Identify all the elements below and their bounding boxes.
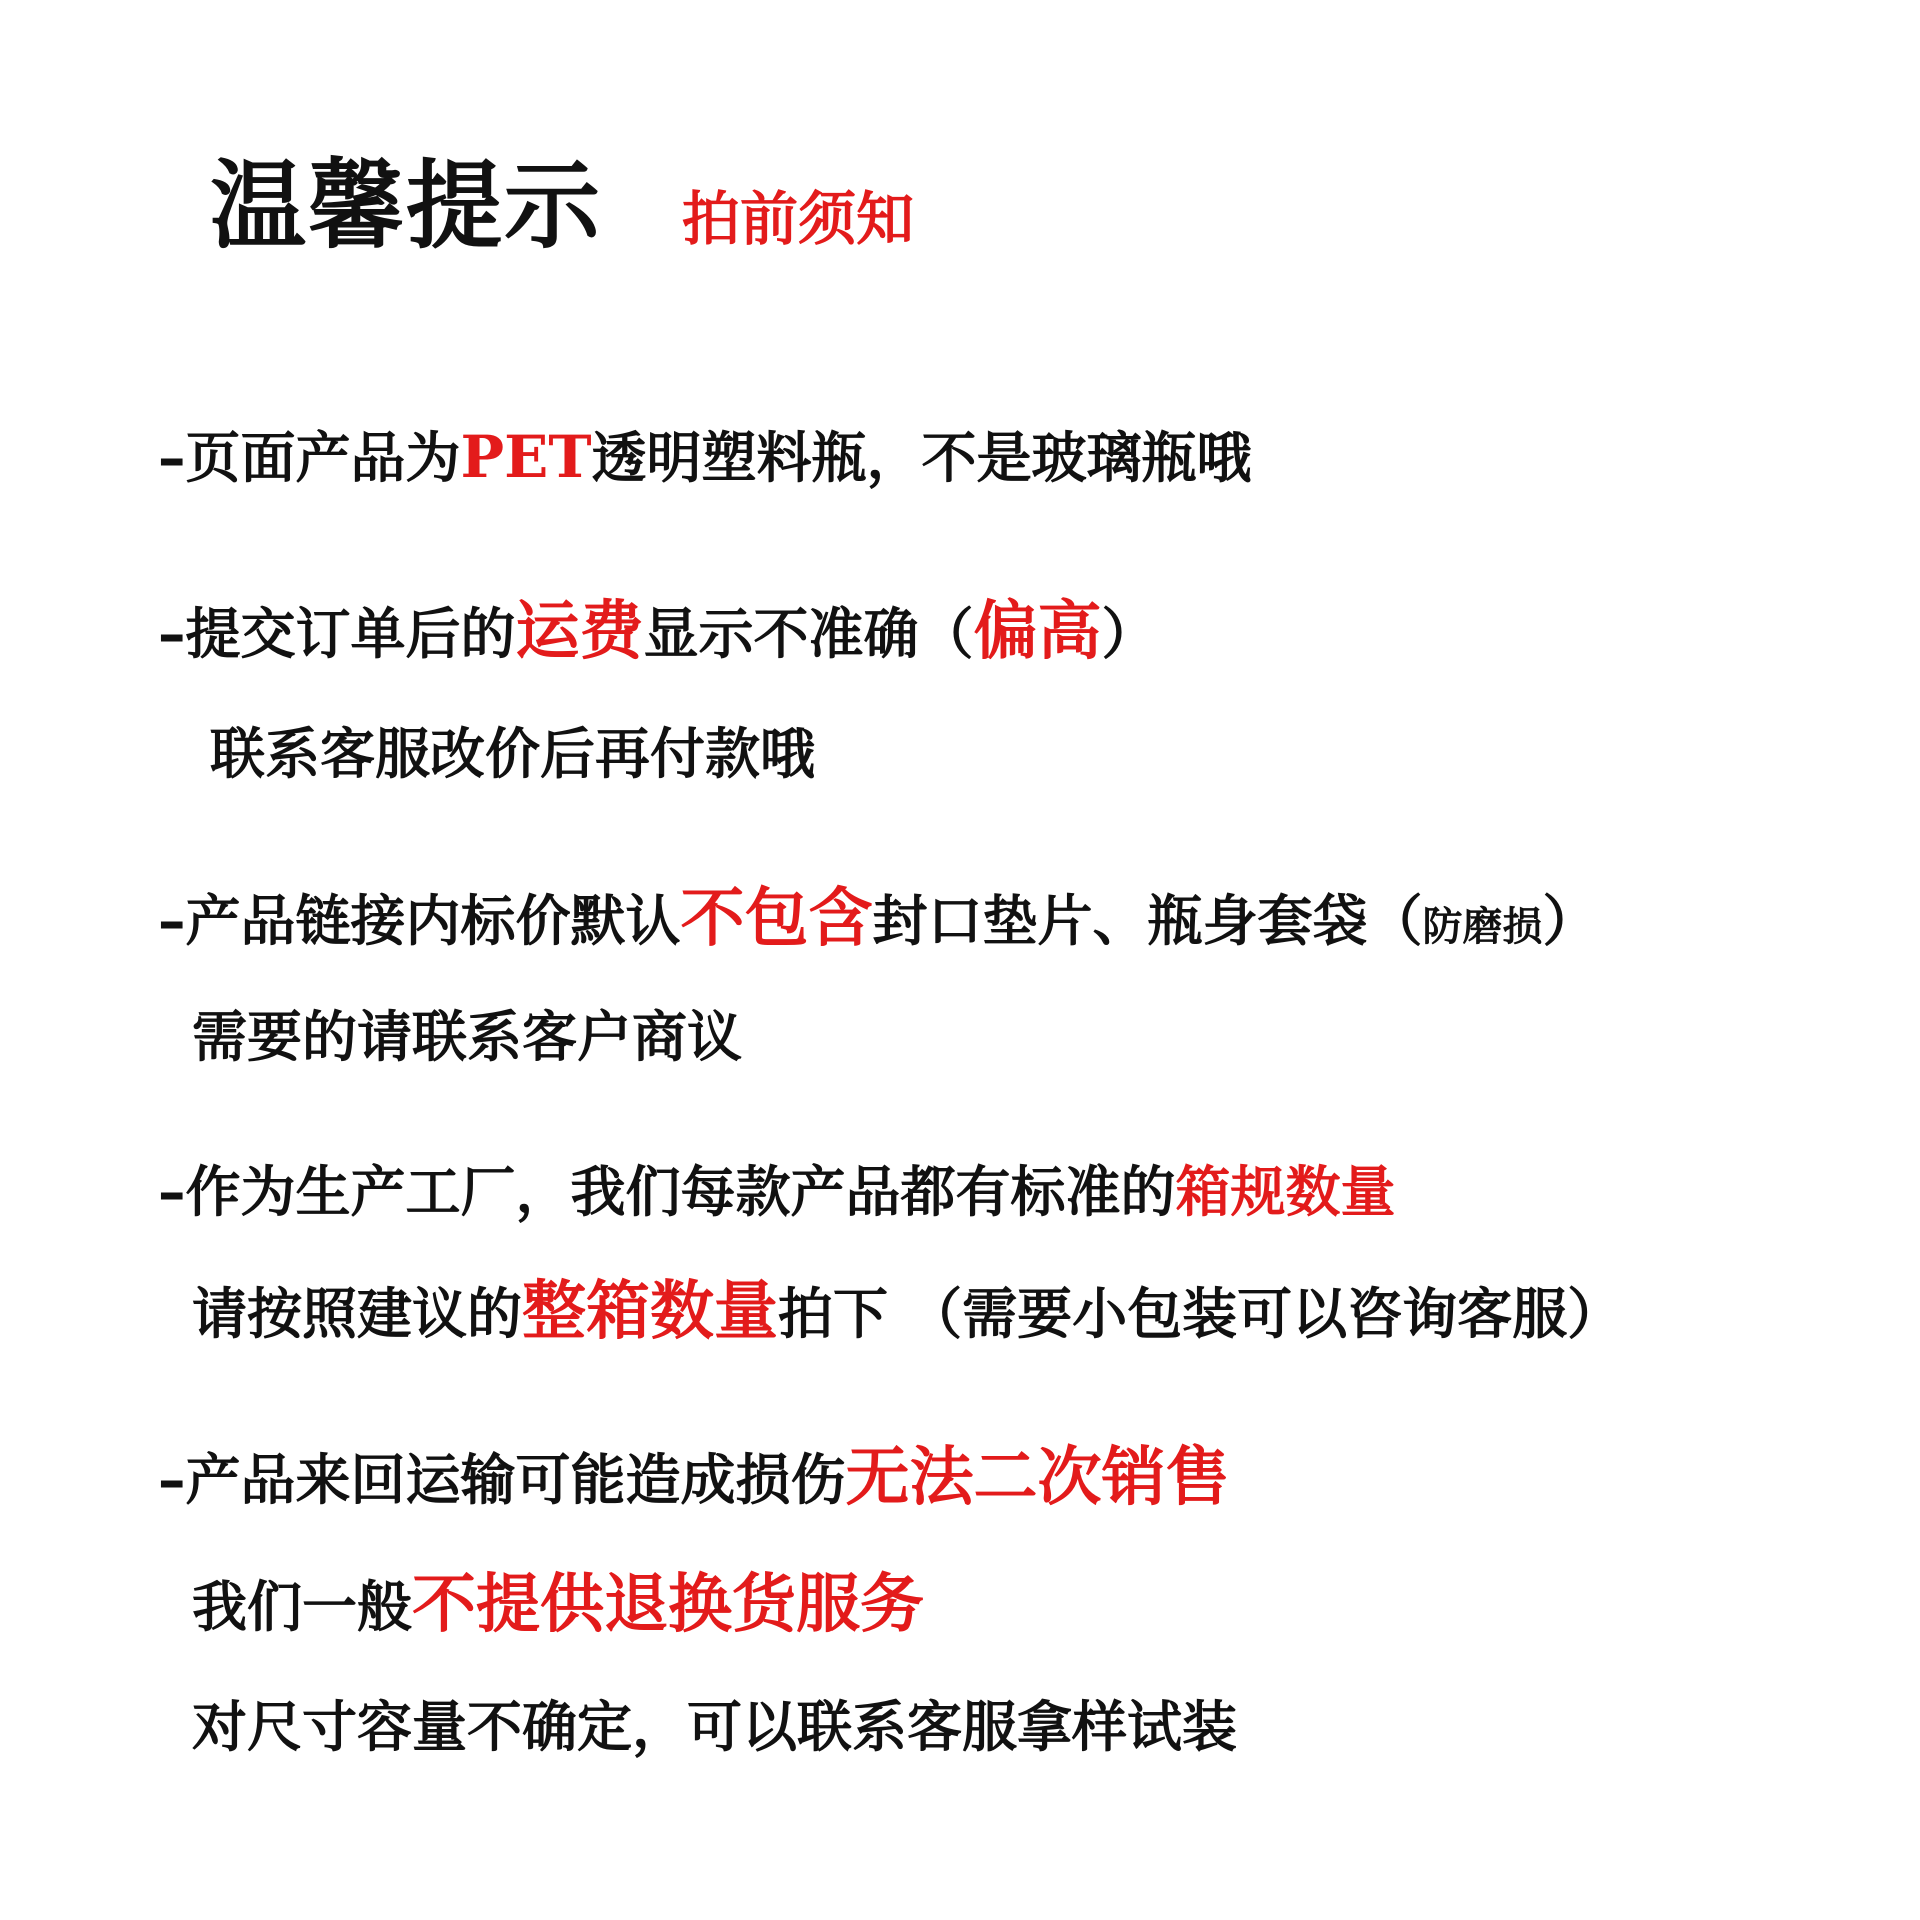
- notice-2-text-a: –提交订单后的: [158, 602, 516, 666]
- notice-3-text-a: –产品链接内标价默认: [158, 889, 681, 953]
- notice-5-line-2: [192, 1568, 925, 1642]
- notice-1-text-a: –页面产品为: [158, 426, 461, 490]
- notice-3-text-d: 防磨损: [1422, 904, 1543, 950]
- notice-4-line-2: [192, 1275, 1623, 1349]
- notice-4-highlight-full-box: 整箱数量: [522, 1275, 779, 1349]
- notice-3-line-2: [192, 1005, 743, 1069]
- notice-5-line-3: [192, 1695, 1238, 1759]
- notice-3-highlight-not-included: 不包含: [680, 882, 873, 956]
- notice-4-text-c: 请按照建议的: [192, 1282, 523, 1346]
- notice-5-highlight-no-returns: 不提供退换货服务: [412, 1568, 925, 1642]
- notice-3-text-e: ）: [1542, 889, 1598, 953]
- notice-2-text-f: 联系客服改价后再付款哦: [210, 722, 816, 786]
- notice-2-highlight-freight: 运费: [515, 595, 644, 669]
- notice-2-text-c: 显示不准确（: [643, 602, 974, 666]
- notice-1-text-c: 透明塑料瓶，不是玻璃瓶哦: [591, 426, 1252, 490]
- notice-5-text-a: –产品来回运输可能造成损伤: [158, 1448, 846, 1512]
- notice-2-line-2: [210, 722, 816, 786]
- notice-2: [158, 595, 1157, 669]
- notice-4-highlight-box-quantity: 箱规数量: [1175, 1160, 1396, 1224]
- notice-5-text-c: 我们一般: [192, 1575, 413, 1639]
- notice-4: [158, 1160, 1396, 1224]
- notice-1: [158, 423, 1252, 491]
- notice-2-text-e: ）: [1101, 602, 1157, 666]
- header: [210, 130, 914, 267]
- page-subtitle: 拍前须知: [682, 185, 915, 253]
- notice-3: [158, 882, 1598, 956]
- notice-3-text-f: 需要的请联系客户商议: [192, 1005, 743, 1069]
- notice-2-highlight-high: 偏高: [973, 595, 1102, 669]
- notice-3-text-c: 封口垫片、瓶身套袋（: [872, 889, 1423, 953]
- notice-5-text-e: 对尺寸容量不确定，可以联系客服拿样试装: [192, 1695, 1238, 1759]
- notice-5: [158, 1441, 1230, 1515]
- notice-1-highlight-pet: PET: [460, 423, 592, 491]
- notice-4-text-a: –作为生产工厂，我们每款产品都有标准的: [158, 1160, 1176, 1224]
- notice-5-highlight-no-resale: 无法二次销售: [845, 1441, 1230, 1515]
- page-title: 温馨提示: [210, 150, 602, 262]
- notice-4-text-e: 拍下 （需要小包装可以咨询客服）: [778, 1282, 1623, 1346]
